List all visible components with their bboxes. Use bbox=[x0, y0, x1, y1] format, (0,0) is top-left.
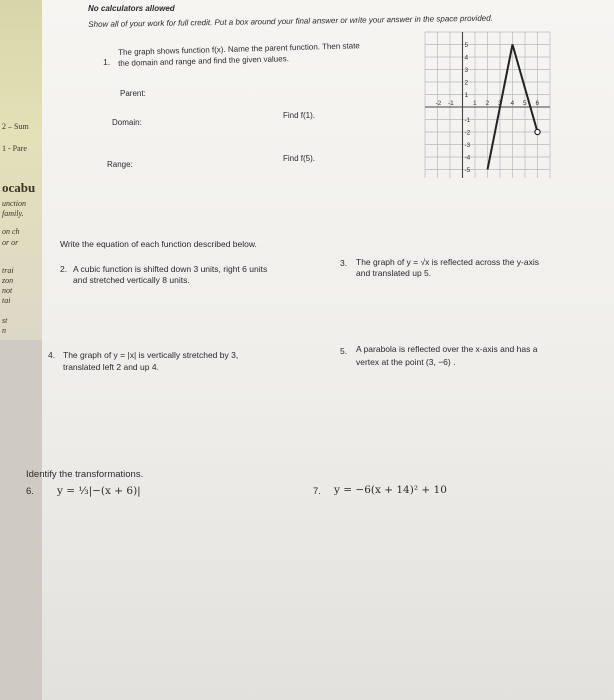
function-graph bbox=[423, 30, 553, 178]
question-number: 4. bbox=[48, 350, 56, 360]
y-tick-label: -4 bbox=[464, 154, 471, 162]
x-tick-label: 2 bbox=[485, 100, 490, 107]
question-text: translated left 2 and up 4. bbox=[63, 362, 159, 372]
fragment-text: or or bbox=[2, 238, 19, 247]
x-tick-label: 5 bbox=[523, 100, 527, 107]
question-text: A parabola is reflected over the x-axis and has a bbox=[356, 344, 538, 354]
y-tick-label: -3 bbox=[464, 142, 471, 149]
parent-label: Parent: bbox=[120, 89, 146, 98]
x-tick-label: 4 bbox=[510, 100, 515, 107]
fragment-text: on ch bbox=[2, 227, 20, 236]
equation-text: y = −6(x + 14)² + 10 bbox=[334, 484, 447, 496]
fragment-text: n bbox=[2, 326, 6, 335]
question-number: 1. bbox=[103, 56, 111, 67]
y-tick-label: 1 bbox=[464, 92, 469, 99]
question-text: and stretched vertically 8 units. bbox=[73, 275, 190, 285]
x-tick-label: 1 bbox=[473, 100, 477, 107]
y-tick-label: 5 bbox=[464, 42, 469, 49]
domain-label: Domain: bbox=[112, 118, 142, 127]
x-tick-label: -2 bbox=[435, 100, 442, 107]
fragment-text: zon bbox=[2, 276, 14, 285]
fragment-text: not bbox=[2, 286, 13, 295]
fragment-text: st bbox=[2, 316, 8, 325]
find-value-label: Find f(1). bbox=[283, 111, 316, 120]
x-tick-label: 6 bbox=[535, 100, 540, 107]
question-text: the domain and range and find the given values. bbox=[118, 54, 289, 68]
y-tick-label: 4 bbox=[464, 54, 469, 62]
question-number: 5. bbox=[340, 346, 348, 356]
section-heading: Identify the transformations. bbox=[26, 469, 144, 480]
fragment-text: 1 - Pare bbox=[2, 144, 27, 153]
question-number: 2. bbox=[60, 264, 68, 274]
y-tick-label: -2 bbox=[464, 129, 471, 137]
range-label: Range: bbox=[107, 160, 133, 169]
question-number: 7. bbox=[313, 486, 321, 497]
fragment-text: tai bbox=[2, 296, 11, 305]
question-text: vertex at the point (3, −6) . bbox=[356, 357, 456, 367]
question-text: A cubic function is shifted down 3 units, right 6 units bbox=[73, 264, 268, 274]
section-heading: Write the equation of each function described below. bbox=[60, 239, 257, 249]
y-tick-label: 3 bbox=[464, 67, 469, 74]
page-title: No calculators allowed bbox=[88, 4, 175, 13]
equation-text: y = ⅓|−(x + 6)| bbox=[57, 485, 141, 497]
fragment-text: unction bbox=[2, 199, 26, 208]
open-endpoint bbox=[535, 129, 540, 134]
x-tick-label: -1 bbox=[448, 100, 454, 107]
fragment-text: family. bbox=[2, 209, 24, 218]
question-text: The graph of y = |x| is vertically stretched by 3, bbox=[63, 350, 239, 360]
question-number: 6. bbox=[26, 486, 34, 497]
fragment-text: ocabu bbox=[2, 180, 36, 195]
question-text: and translated up 5. bbox=[356, 268, 432, 278]
question-number: 3. bbox=[340, 258, 348, 268]
fragment-text: trai bbox=[2, 266, 14, 275]
instructions: Show all of your work for full credit. Put a box around your final answer or write your answer in the space provided. bbox=[88, 13, 493, 29]
question-text: The graph of y = √x is reflected across the y-axis bbox=[356, 257, 540, 267]
y-tick-label: -5 bbox=[464, 167, 471, 174]
y-tick-label: -1 bbox=[464, 117, 471, 124]
x-tick-label: 3 bbox=[498, 100, 502, 107]
fragment-text: 2 – Sum bbox=[2, 122, 29, 131]
find-value-label: Find f(5). bbox=[283, 154, 316, 163]
question-text: The graph shows function f(x). Name the parent function. Then state bbox=[118, 41, 360, 57]
y-tick-label: 2 bbox=[464, 79, 469, 87]
